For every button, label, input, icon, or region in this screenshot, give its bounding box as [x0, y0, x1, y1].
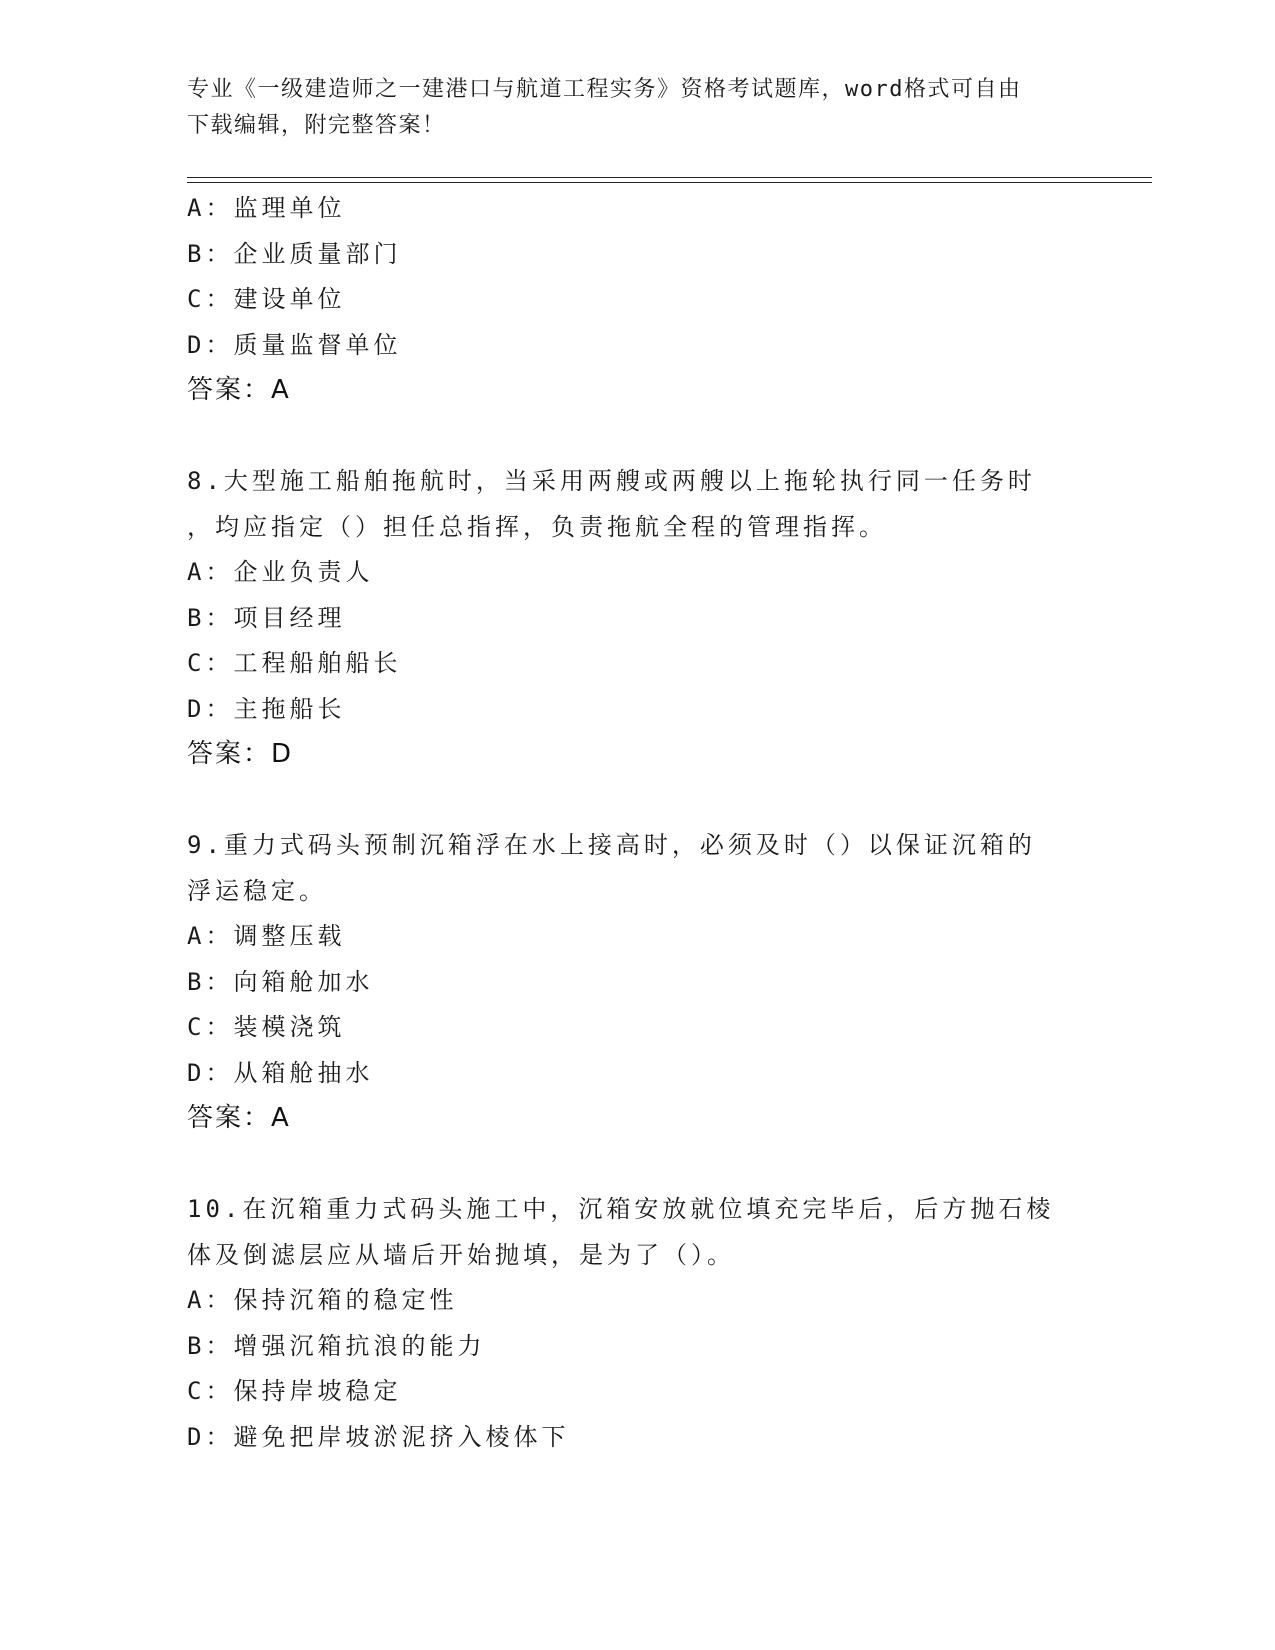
spacer: [187, 414, 1087, 460]
option-c: C：工程船舶船长: [187, 649, 402, 677]
question-list: [187, 186, 1087, 1460]
document-header: [187, 72, 1067, 144]
question-8: [187, 459, 1087, 778]
question-stem-line-2: 体及倒滤层应从墙后开始抛填，是为了（）。: [187, 1240, 735, 1269]
option-d: D：主拖船长: [187, 694, 346, 723]
question-stem-line-1: 8.大型施工船舶拖航时，当采用两艘或两艘以上拖轮执行同一任务时: [187, 467, 1036, 495]
question-9: [187, 823, 1087, 1142]
option-a: A：企业负责人: [187, 558, 374, 586]
question-stem-line-1: 10.在沉箱重力式码头施工中，沉箱安放就位填充完毕后，后方抛石棱: [187, 1195, 1055, 1223]
answer: 答案：A: [187, 1103, 291, 1133]
header-rule-bottom: [187, 182, 1152, 183]
spacer: [187, 778, 1087, 824]
question-10: [187, 1187, 1087, 1460]
question-stem-line-2: 浮运稳定。: [187, 876, 327, 905]
question-stem-line-1: 9.重力式码头预制沉箱浮在水上接高时，必须及时（）以保证沉箱的: [187, 831, 1036, 859]
option-a: A：保持沉箱的稳定性: [187, 1286, 458, 1314]
option-d: D：质量监督单位: [187, 330, 402, 359]
question-stem-line-2: ，均应指定（）担任总指挥，负责拖航全程的管理指挥。: [187, 512, 887, 541]
option-c: C：建设单位: [187, 285, 346, 313]
option-b: B：增强沉箱抗浪的能力: [187, 1331, 486, 1360]
option-b: B：企业质量部门: [187, 239, 402, 268]
option-b: B：向箱舱加水: [187, 967, 374, 996]
answer: 答案：D: [187, 739, 294, 769]
option-a: A：监理单位: [187, 194, 346, 222]
header-rule-top: [187, 177, 1152, 178]
option-a: A：调整压载: [187, 922, 346, 950]
option-c: C：装模浇筑: [187, 1013, 346, 1041]
option-c: C：保持岸坡稳定: [187, 1377, 402, 1405]
question-7: [187, 186, 1087, 414]
header-line-1: 专业《一级建造师之一建港口与航道工程实务》资格考试题库，word格式可自由: [187, 77, 1022, 102]
option-d: D：从箱舱抽水: [187, 1058, 374, 1087]
spacer: [187, 1142, 1087, 1188]
header-line-2: 下载编辑，附完整答案！: [187, 113, 446, 138]
option-d: D：避免把岸坡淤泥挤入棱体下: [187, 1422, 570, 1451]
answer: 答案：A: [187, 375, 291, 405]
option-b: B：项目经理: [187, 603, 346, 632]
